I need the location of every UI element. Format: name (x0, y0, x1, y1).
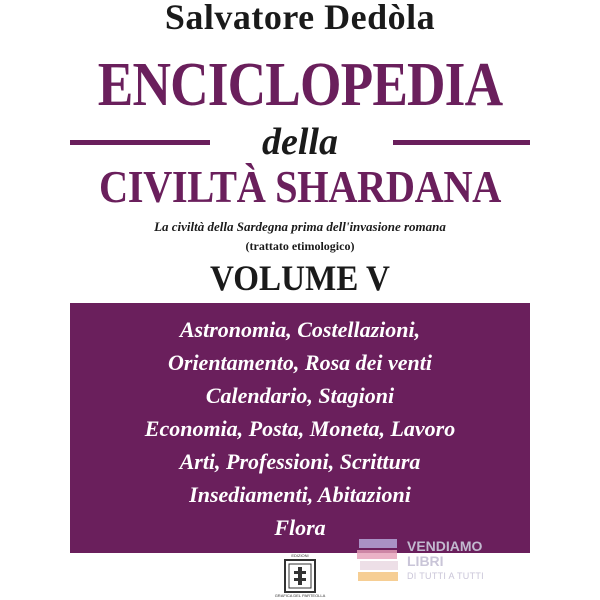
title-della: della (262, 121, 338, 163)
topic-item: Flora (274, 515, 326, 540)
topic-item: Calendario, Stagioni (205, 383, 395, 408)
topics-list (70, 313, 530, 544)
watermark-text (407, 539, 484, 583)
title-encyclopedia: ENCICLOPEDIA (97, 51, 503, 119)
topic-item: Orientamento, Rosa dei venti (168, 350, 432, 375)
publisher-emblem-icon (283, 558, 317, 594)
subtitle-note: (trattato etimologico) (245, 239, 355, 253)
topic-item: Astronomia, Costellazioni, (179, 317, 421, 342)
title-civilta-shardana: CIVILTÀ SHARDANA (99, 161, 501, 212)
author-name: Salvatore Dedòla (164, 0, 436, 37)
watermark-line2: LIBRI (407, 553, 444, 569)
stacked-books-icon (357, 537, 401, 587)
topic-item: Economia, Posta, Moneta, Lavoro (144, 416, 456, 441)
watermark-line1: VENDIAMO (407, 538, 483, 554)
watermark-line3: DI TUTTI A TUTTI (407, 571, 484, 581)
publisher-name: GRAFICA DEL PARTEOLLA (274, 593, 326, 598)
topic-item: Insediamenti, Abitazioni (189, 482, 411, 507)
topic-item: Arti, Professioni, Scrittura (179, 449, 421, 474)
subtitle: La civiltà della Sardegna prima dell'invasione romana (154, 219, 446, 234)
volume-label: VOLUME V (209, 258, 390, 298)
publisher-top-text: EDIZIONI (291, 553, 309, 558)
